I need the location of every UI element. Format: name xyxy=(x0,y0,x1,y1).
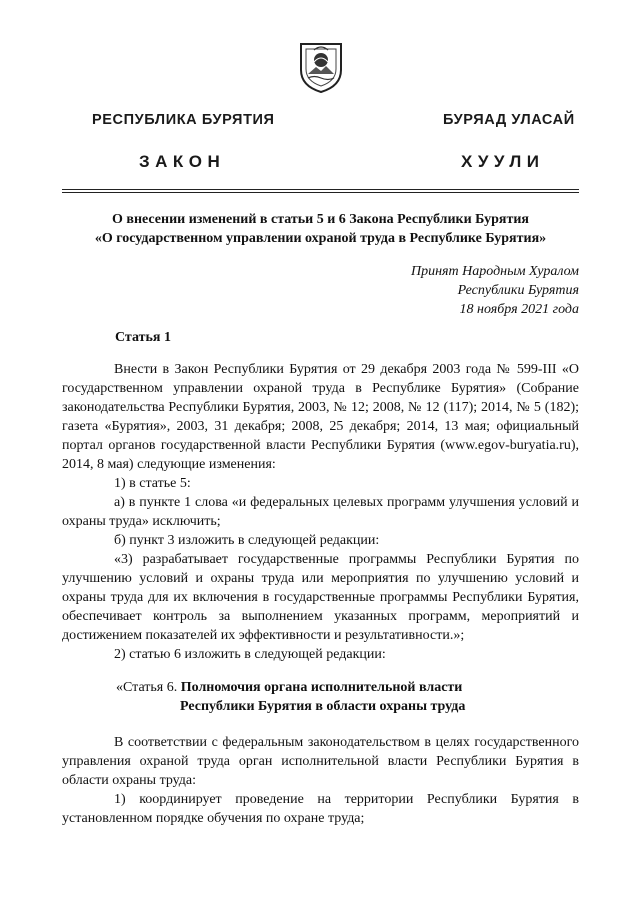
paragraph: а) в пункте 1 слова «и федеральных целевых программ улучшения условий и охраны труда» исключить; xyxy=(62,495,579,529)
paragraph: 2) статью 6 изложить в следующей редакции: xyxy=(114,647,386,662)
law-label-russian: ЗАКОН xyxy=(139,152,226,171)
paragraph: В соответствии с федеральным законодательством в целях государственного управления охраной труда орган исполнительной власти Республики Бурятия в области охраны труда: xyxy=(62,735,579,788)
law-title-line-1: О внесении изменений в статьи 5 и 6 Закона Республики Бурятия xyxy=(112,212,529,227)
law-label-buryat: ХУУЛИ xyxy=(461,152,545,171)
paragraph: 1) в статье 5: xyxy=(114,476,191,491)
paragraph: 1) координирует проведение на территории Республики Бурятия в установленном порядке обучения по охране труда; xyxy=(62,792,579,826)
adoption-note xyxy=(411,262,579,319)
adoption-note-line-1: Принят Народным Хуралом xyxy=(410,264,579,279)
adoption-date: 18 ноября 2021 года xyxy=(459,302,579,317)
law-title-line-2: «О государственном управлении охраной труда в Республике Бурятия» xyxy=(94,231,547,246)
law-title xyxy=(62,210,579,248)
article-6-body xyxy=(62,733,579,828)
republic-name-buryat: БУРЯАД УЛАСАЙ xyxy=(443,112,575,128)
article-6-title-line-1: Полномочия органа исполнительной власти xyxy=(180,680,463,695)
coat-of-arms-emblem xyxy=(296,40,346,94)
article-1-body xyxy=(62,360,579,664)
article-6-prefix: «Статья 6. xyxy=(116,680,178,695)
article-6-title-line-2: Республики Бурятия в области охраны труда xyxy=(180,699,466,714)
paragraph: б) пункт 3 изложить в следующей редакции: xyxy=(114,533,380,548)
republic-name-russian: РЕСПУБЛИКА БУРЯТИЯ xyxy=(92,112,275,128)
paragraph: Внести в Закон Республики Бурятия от 29 декабря 2003 года № 599-III «О государственном управлении охраной труда в Республике Бурятия» (Собрание законодательства Республики Бурятия, 2003, № 12; 2008, № 12 (117); 2014, № 5 (182); газета «Бурятия», 2003, 31 декабря; 2008, 25 декабря; 2014, 13 мая; официальный портал органов государственной власти Республики Бурятия (www.egov-buryatia.ru), 2014, 8 мая) следующие изменения: xyxy=(62,362,579,472)
paragraph: «3) разрабатывает государственные программы Республики Бурятия по улучшению условий и охраны труда или мероприятия по улучшению условий и охраны труда для их включения в государственные программы Республики Бурятия, обеспечивает контроль за выполнением указанных программ, мероприятий и достижением показателей их эффективности и результативности.»; xyxy=(62,552,579,643)
adoption-note-line-2: Республики Бурятия xyxy=(457,283,579,298)
header-divider-bottom xyxy=(62,192,579,193)
article-1-heading: Статья 1 xyxy=(115,330,171,345)
header-divider-top xyxy=(62,189,579,190)
